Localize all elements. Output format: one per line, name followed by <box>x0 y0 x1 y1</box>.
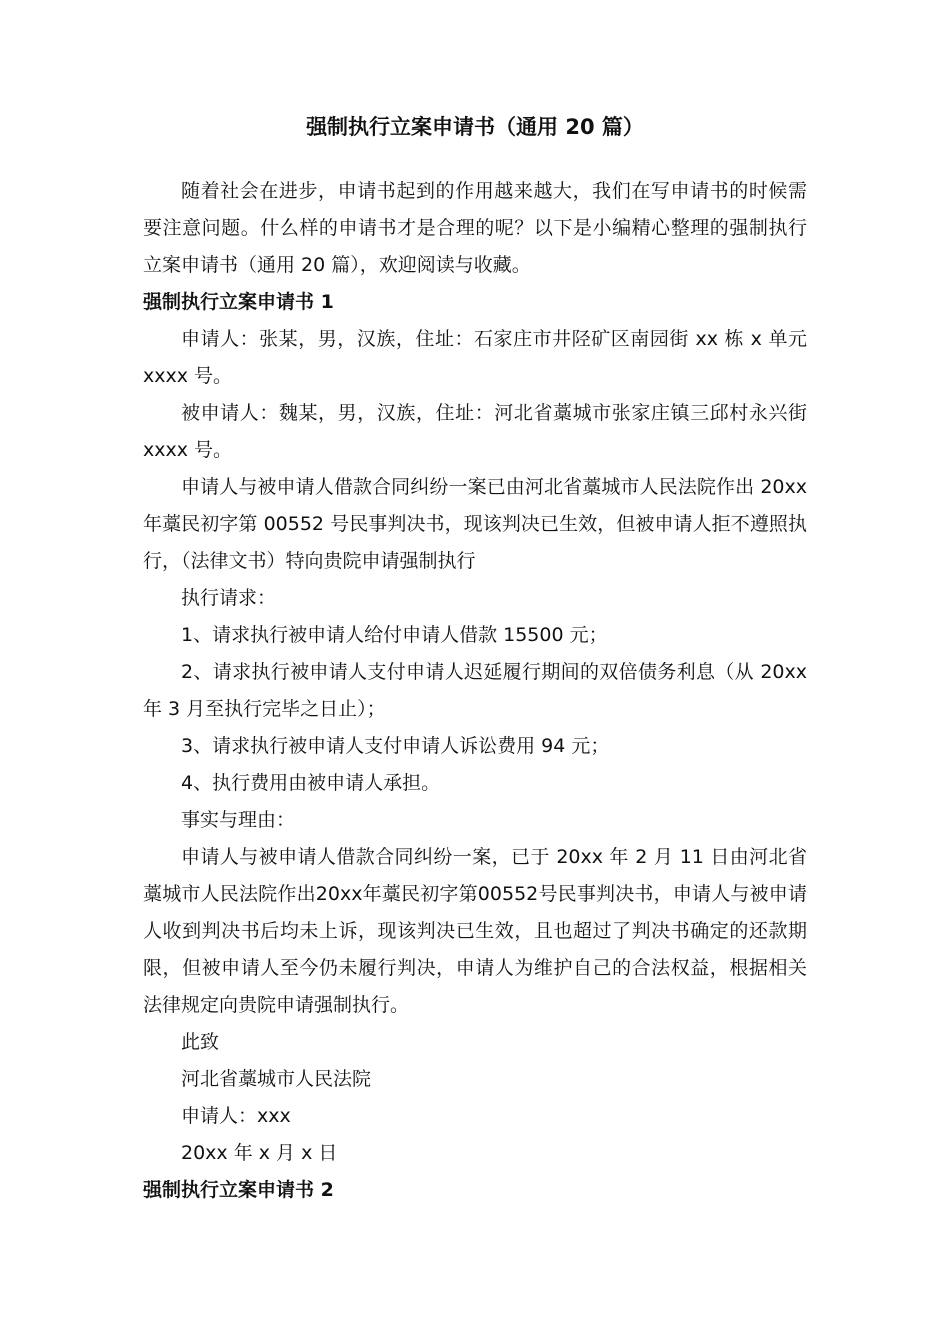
court-line: 河北省藁城市人民法院 <box>181 1068 372 1090</box>
respondent-paragraph: 被申请人：魏某，男，汉族，住址：河北省藁城市张家庄镇三邱村永兴街 xxxx 号。 <box>143 402 807 461</box>
closing-line: 此致 <box>181 1031 220 1053</box>
date-line: 20xx 年 x 月 x 日 <box>181 1142 338 1164</box>
request-item-4: 4、执行费用由被申请人承担。 <box>181 772 441 794</box>
document-body <box>143 173 807 1209</box>
facts-paragraph: 申请人与被申请人借款合同纠纷一案，已于 20xx 年 2 月 11 日由河北省藁城市人民法院作出20xx年藁民初字第00552号民事判决书，申请人与被申请人收到判决书后均未上诉，现该判决已生效，且也超过了判决书确定的还款期限，但被申请人至今仍未履行判决，申请人为维护自己的合法权益，根据相关法律规定向贵院申请强制执行。 <box>143 846 807 1016</box>
document-title: 强制执行立案申请书（通用 20 篇） <box>306 115 644 139</box>
request-item-2: 2、请求执行被申请人支付申请人迟延履行期间的双倍债务利息（从 20xx 年 3 月至执行完毕之日止）； <box>143 661 807 720</box>
signature-line: 申请人：xxx <box>181 1105 291 1127</box>
request-item-1: 1、请求执行被申请人给付申请人借款 15500 元； <box>181 624 608 646</box>
case-paragraph: 申请人与被申请人借款合同纠纷一案已由河北省藁城市人民法院作出 20xx 年藁民初字第 00552 号民事判决书，现该判决已生效，但被申请人拒不遵照执行，（法律文书）特向贵院申请强制执行 <box>143 476 807 572</box>
intro-paragraph: 随着社会在进步，申请书起到的作用越来越大，我们在写申请书的时候需要注意问题。什么样的申请书才是合理的呢？以下是小编精心整理的强制执行立案申请书（通用 20 篇），欢迎阅读与收藏。 <box>143 180 807 276</box>
facts-label: 事实与理由： <box>181 809 296 831</box>
applicant-paragraph: 申请人：张某，男，汉族，住址：石家庄市井陉矿区南园街 xx 栋 x 单元 xxxx 号。 <box>143 328 807 387</box>
section-heading-2: 强制执行立案申请书 2 <box>143 1179 334 1201</box>
section-heading-1: 强制执行立案申请书 1 <box>143 291 334 313</box>
requests-label: 执行请求： <box>181 587 277 609</box>
request-item-3: 3、请求执行被申请人支付申请人诉讼费用 94 元； <box>181 735 610 757</box>
